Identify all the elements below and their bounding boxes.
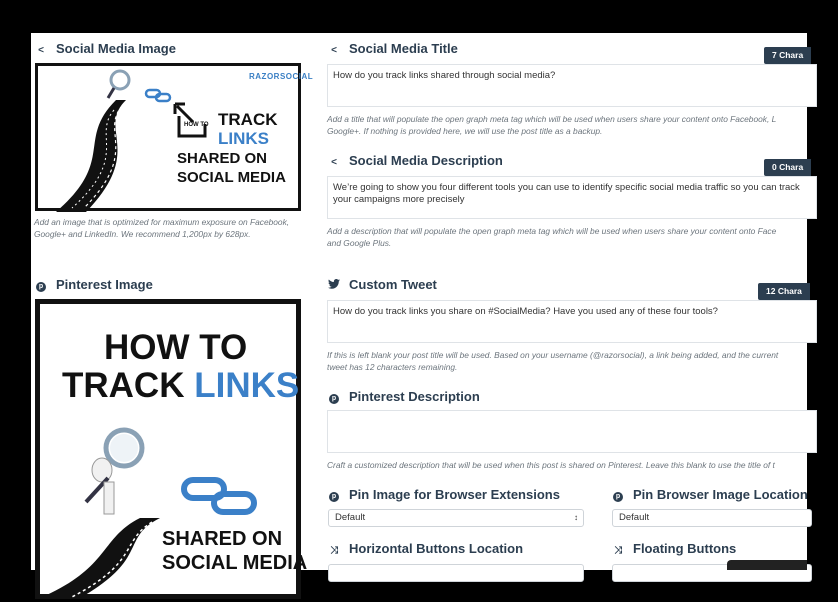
pin-image-extensions-select[interactable]: Default ↕ — [328, 509, 584, 527]
settings-panel — [31, 33, 808, 574]
pin-image-extensions-heading: p Pin Image for Browser Extensions — [328, 487, 560, 502]
pinterest-description-hint: Craft a customized description that will be used when this post is shared on Pinterest. Leave this blank to use the title of t — [327, 460, 775, 470]
floating-toolbar-edge — [727, 560, 807, 570]
social-description-char-count: 0 Chara — [764, 159, 811, 176]
social-media-title-heading: < Social Media Title — [328, 41, 458, 56]
share-icon: < — [331, 45, 337, 56]
share-icon: < — [331, 157, 337, 168]
floating-buttons-heading: ⤨ Floating Buttons — [614, 541, 737, 556]
image-text-track: TRACK — [218, 110, 278, 129]
pin-text-how-to: HOW TO — [104, 328, 248, 367]
pin-text-track-links: TRACK LINKS — [62, 366, 300, 405]
custom-tweet-char-count: 12 Chara — [758, 283, 810, 300]
shuffle-icon: ⤨ — [330, 545, 338, 556]
image-text-social-media: SOCIAL MEDIA — [177, 169, 286, 186]
custom-tweet-hint: If this is left blank your post title will be used. Based on your username (@razorsocial), a link being added, and the current tweet has 12 characters remaining. — [327, 350, 779, 372]
pinterest-description-input[interactable] — [327, 410, 817, 453]
social-media-description-input[interactable]: We’re going to show you four different tools you can use to identify specific social media traffic so you can track your campaigns more precisely — [327, 176, 817, 219]
pinterest-icon: p — [612, 491, 624, 502]
twitter-icon — [328, 279, 340, 292]
pinterest-icon: p — [328, 491, 340, 502]
social-media-description-heading: < Social Media Description — [328, 153, 503, 168]
select-arrows-icon: ↕ — [574, 513, 578, 522]
pinterest-image-heading: p Pinterest Image — [35, 277, 153, 292]
pin-text-shared-on: SHARED ON — [162, 528, 283, 550]
social-image-hint: Add an image that is optimized for maximum exposure on Facebook, Google+ and LinkedIn. We recommend 1,200px by 628px. — [34, 217, 290, 239]
pin-browser-location-select[interactable]: Default — [612, 509, 812, 527]
brand-logo-text: RAZORSOCIAL — [249, 72, 314, 81]
pin-tire-track-illustration — [40, 518, 170, 598]
horizontal-buttons-select[interactable] — [328, 564, 584, 582]
pin-magnifier-chain-illustration — [76, 422, 256, 522]
social-media-image-preview[interactable] — [35, 63, 314, 211]
image-text-links: LINKS — [218, 129, 269, 148]
image-text-shared-on: SHARED ON — [177, 150, 268, 167]
image-text-how-to: HOW TO — [184, 122, 209, 128]
horizontal-buttons-heading: ⤨ Horizontal Buttons Location — [330, 541, 524, 556]
shuffle-icon: ⤨ — [614, 545, 622, 556]
pin-text-social-media: SOCIAL MEDIA — [162, 552, 308, 574]
custom-tweet-input[interactable]: How do you track links you share on #SocialMedia? Have you used any of these four tools? — [327, 300, 817, 343]
social-description-hint: Add a description that will populate the open graph meta tag which will be used when users share your content onto Face and Google Plus. — [327, 226, 777, 248]
pinterest-icon: p — [35, 281, 47, 292]
social-media-title-input[interactable]: How do you track links shared through social media? — [327, 64, 817, 107]
share-icon: < — [38, 45, 44, 56]
custom-tweet-heading: Custom Tweet — [328, 277, 437, 292]
social-title-hint: Add a title that will populate the open graph meta tag which will be used when users share your content onto Facebook, L Google+. If nothing is provided here, we will use the post title as a backup. — [327, 114, 777, 136]
social-media-image-heading: < Social Media Image — [35, 41, 176, 56]
pinterest-image-preview[interactable] — [35, 299, 308, 599]
social-title-char-count: 7 Chara — [764, 47, 811, 64]
pinterest-description-heading: p Pinterest Description — [328, 389, 480, 404]
pin-browser-location-heading: p Pin Browser Image Location — [612, 487, 808, 502]
tire-track-illustration — [56, 100, 176, 212]
pinterest-icon: p — [328, 393, 340, 404]
